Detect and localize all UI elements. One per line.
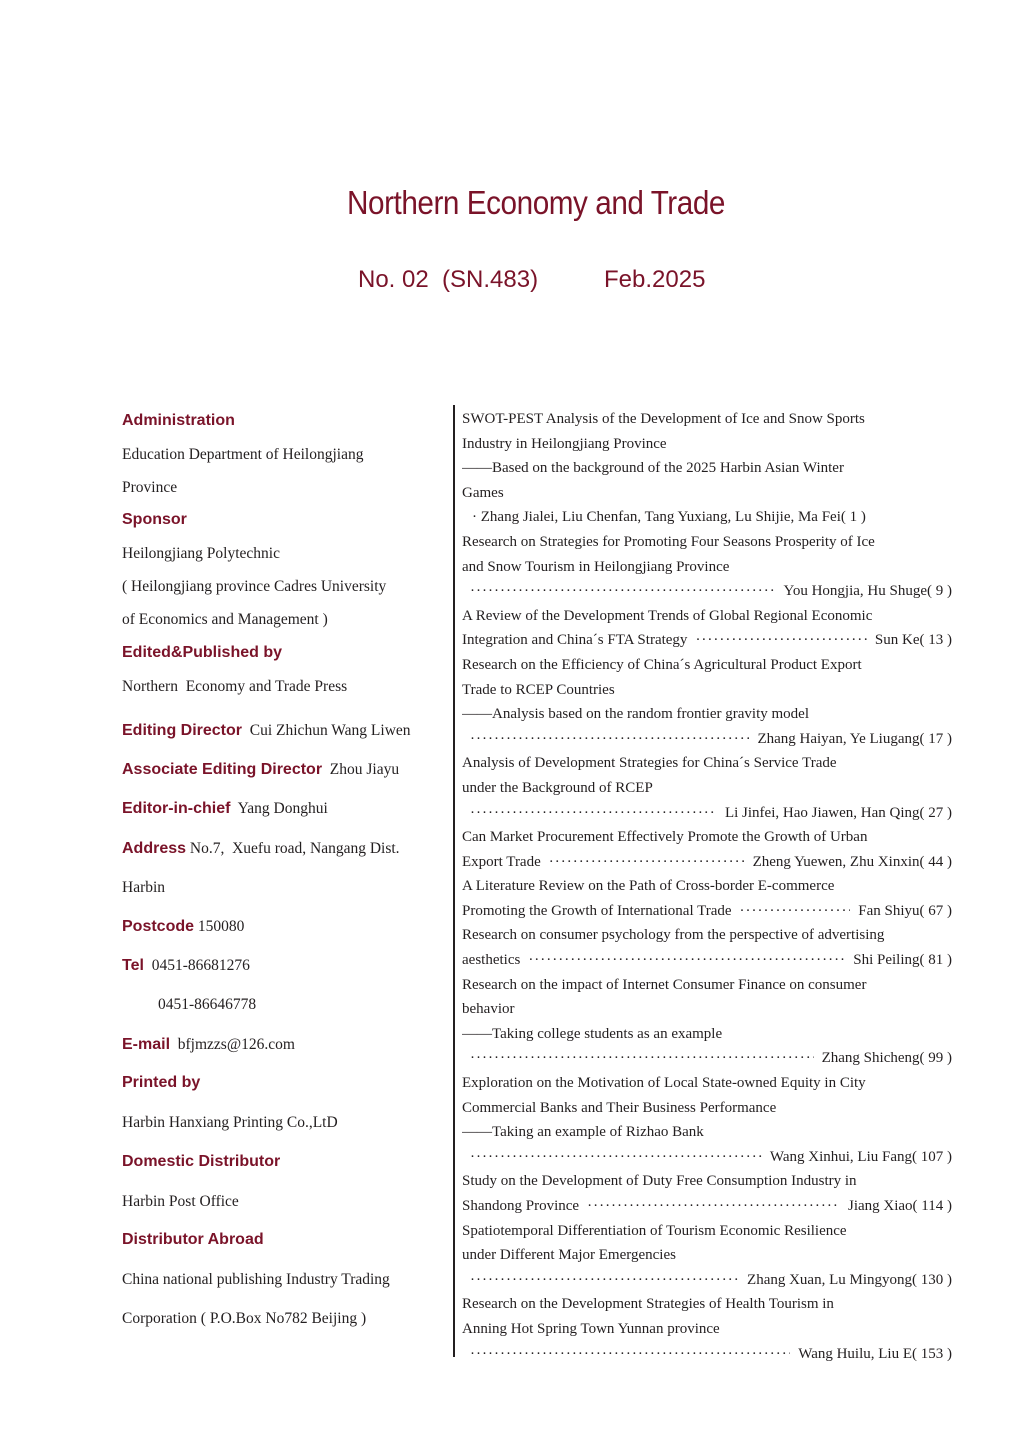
toc-title-line[interactable]: ——Based on the background of the 2025 Harbin Asian Winter <box>462 460 844 477</box>
toc-author-line[interactable] <box>462 801 952 826</box>
abroad-line: Corporation ( P.O.Box No782 Beijing ) <box>122 1310 367 1327</box>
toc-title-line[interactable]: Spatiotemporal Differentiation of Tourism Economic Resilience <box>462 1222 847 1239</box>
toc-title-line[interactable]: ——Analysis based on the random frontier gravity model <box>462 706 810 723</box>
toc-author-line[interactable] <box>462 505 952 530</box>
toc-author-line[interactable] <box>462 1046 952 1071</box>
toc-title-tail: aesthetics <box>462 952 521 969</box>
toc-author-line[interactable] <box>462 948 952 973</box>
toc-title-line[interactable]: Industry in Heilongjiang Province <box>462 435 667 452</box>
toc-title-line[interactable]: and Snow Tourism in Heilongjiang Province <box>462 558 730 575</box>
tel-value: 0451-86646778 <box>158 996 257 1013</box>
dot-leader <box>695 628 866 653</box>
toc-title-line[interactable]: under the Background of RCEP <box>462 779 653 796</box>
administration-line: Education Department of Heilongjiang <box>122 446 364 463</box>
associate-editing-director <box>122 761 399 779</box>
dot-leader <box>470 1046 814 1071</box>
dot-leader <box>470 1268 739 1293</box>
toc-title-line[interactable]: ——Taking an example of Rizhao Bank <box>462 1124 704 1141</box>
toc-title-line[interactable]: Research on the impact of Internet Consumer Finance on consumer <box>462 976 867 993</box>
abroad-line: China national publishing Industry Trading <box>122 1271 390 1288</box>
administration-label: Administration <box>122 412 235 429</box>
dot-leader <box>470 579 776 604</box>
toc-authors: Li Jinfei, Hao Jiawen, Han Qing( 27 ) <box>724 804 952 821</box>
toc-authors: Zheng Yuewen, Zhu Xinxin( 44 ) <box>752 853 952 870</box>
address-line: Harbin <box>122 879 166 896</box>
dot-leader <box>470 727 749 752</box>
chief-value: Yang Donghui <box>237 800 328 817</box>
toc-authors: Zhang Shicheng( 99 ) <box>821 1050 952 1067</box>
toc-title-line[interactable]: Analysis of Development Strategies for China´s Service Trade <box>462 755 837 772</box>
issue-date: Feb.2025 <box>604 266 706 293</box>
toc-author-line[interactable] <box>462 1145 952 1170</box>
sponsor-label: Sponsor <box>122 511 187 528</box>
toc-author-line[interactable] <box>462 899 952 924</box>
dot-leader <box>470 1342 790 1367</box>
associate-label: Associate Editing Director <box>122 761 323 778</box>
toc-title-line[interactable]: Research on Strategies for Promoting Four Seasons Prosperity of Ice <box>462 533 875 550</box>
toc-title-line[interactable]: A Review of the Development Trends of Global Regional Economic <box>462 607 873 624</box>
tel-label: Tel <box>122 957 144 974</box>
address-value: No.7, Xuefu road, Nangang Dist. <box>189 840 400 857</box>
postcode-label: Postcode <box>122 918 195 935</box>
toc-author-line[interactable] <box>462 727 952 752</box>
toc-title-line[interactable]: Study on the Development of Duty Free Consumption Industry in <box>462 1173 857 1190</box>
address <box>122 840 400 858</box>
toc-authors: Sun Ke( 13 ) <box>874 632 952 649</box>
toc-authors: Jiang Xiao( 114 ) <box>847 1198 952 1214</box>
toc-title-line[interactable]: Research on the Development Strategies of Health Tourism in <box>462 1296 834 1313</box>
tel <box>122 957 250 975</box>
toc-authors: Zhang Haiyan, Ye Liugang( 17 ) <box>757 730 952 747</box>
published-label: Edited&Published by <box>122 644 283 661</box>
journal-title: Northern Economy and Trade <box>347 184 725 221</box>
email-value: bfjmzzs@126.com <box>177 1036 295 1053</box>
toc-title-tail: Integration and China´s FTA Strategy <box>462 632 688 649</box>
table-of-contents <box>462 407 952 1366</box>
domestic-value: Harbin Post Office <box>122 1193 239 1210</box>
toc-title-line[interactable]: Research on the Efficiency of China´s Agricultural Product Export <box>462 656 862 673</box>
postcode <box>122 918 244 936</box>
toc-title-line[interactable]: Exploration on the Motivation of Local State-owned Equity in City <box>462 1075 866 1092</box>
editing-director <box>122 722 411 740</box>
toc-author-line[interactable] <box>462 850 952 875</box>
email <box>122 1036 295 1054</box>
toc-author-line[interactable] <box>462 628 952 653</box>
dot-leader <box>528 948 845 973</box>
toc-title-line[interactable]: Anning Hot Spring Town Yunnan province <box>462 1320 720 1337</box>
address-label: Address <box>122 840 187 857</box>
printed-label: Printed by <box>122 1074 201 1091</box>
toc-authors: Wang Xinhui, Liu Fang( 107 ) <box>769 1148 952 1165</box>
email-label: E-mail <box>122 1036 171 1053</box>
dot-leader <box>470 1145 762 1170</box>
dot-leader <box>549 850 745 875</box>
issue-number: No. 02 (SN.483) <box>358 266 539 293</box>
toc-author-line[interactable] <box>462 1342 952 1367</box>
domestic-label: Domestic Distributor <box>122 1153 281 1170</box>
editing-director-value: Cui Zhichun Wang Liwen <box>249 722 411 739</box>
toc-authors: Fan Shiyu( 67 ) <box>858 902 952 919</box>
sponsor-line: ( Heilongjiang province Cadres University <box>122 578 387 595</box>
toc-authors: Shi Peiling( 81 ) <box>853 952 952 969</box>
published-value: Northern Economy and Trade Press <box>122 678 348 695</box>
toc-title-line[interactable]: under Different Major Emergencies <box>462 1247 676 1264</box>
toc-title-line[interactable]: A Literature Review on the Path of Cross-border E-commerce <box>462 878 835 895</box>
administration-line: Province <box>122 479 178 496</box>
toc-author-line[interactable] <box>462 579 952 604</box>
chief-label: Editor-in-chief <box>122 800 231 817</box>
toc-title-line[interactable]: Games <box>462 484 504 501</box>
toc-title-line[interactable]: Research on consumer psychology from the perspective of advertising <box>462 927 885 944</box>
editor-in-chief <box>122 800 328 818</box>
toc-author-line[interactable] <box>462 1194 952 1219</box>
editing-director-label: Editing Director <box>122 722 243 739</box>
toc-authors: Zhang Xuan, Lu Mingyong( 130 ) <box>747 1271 952 1288</box>
column-divider <box>453 405 455 1357</box>
sponsor-line: of Economics and Management ) <box>122 611 328 628</box>
toc-title-line[interactable]: behavior <box>462 1001 515 1018</box>
toc-authors: · Zhang Jialei, Liu Chenfan, Tang Yuxiang, Lu Shijie, Ma Fei( 1 ) <box>472 509 866 526</box>
printed-value: Harbin Hanxiang Printing Co.,LtD <box>122 1114 338 1131</box>
toc-author-line[interactable] <box>462 1268 952 1293</box>
toc-title-line[interactable]: ——Taking college students as an example <box>462 1025 723 1042</box>
toc-authors: Wang Huilu, Liu E( 153 ) <box>798 1345 952 1362</box>
abroad-label: Distributor Abroad <box>122 1231 264 1248</box>
sponsor-line: Heilongjiang Polytechnic <box>122 545 280 562</box>
toc-title-tail: Export Trade <box>462 853 541 870</box>
toc-title-line[interactable]: Can Market Procurement Effectively Promote the Growth of Urban <box>462 829 868 846</box>
toc-title-line[interactable]: SWOT-PEST Analysis of the Development of Ice and Snow Sports <box>462 411 865 427</box>
associate-value: Zhou Jiayu <box>329 761 400 778</box>
toc-authors: You Hongjia, Hu Shuge( 9 ) <box>783 583 952 600</box>
dot-leader <box>740 899 851 924</box>
toc-title-tail: Promoting the Growth of International Trade <box>462 902 732 919</box>
postcode-value: 150080 <box>197 918 245 935</box>
toc-title-line[interactable]: Commercial Banks and Their Business Performance <box>462 1099 777 1116</box>
dot-leader <box>470 801 717 826</box>
dot-leader <box>587 1194 840 1219</box>
tel-value: 0451-86681276 <box>151 957 250 974</box>
toc-title-line[interactable]: Trade to RCEP Countries <box>462 681 615 698</box>
toc-title-tail: Shandong Province <box>462 1198 580 1214</box>
